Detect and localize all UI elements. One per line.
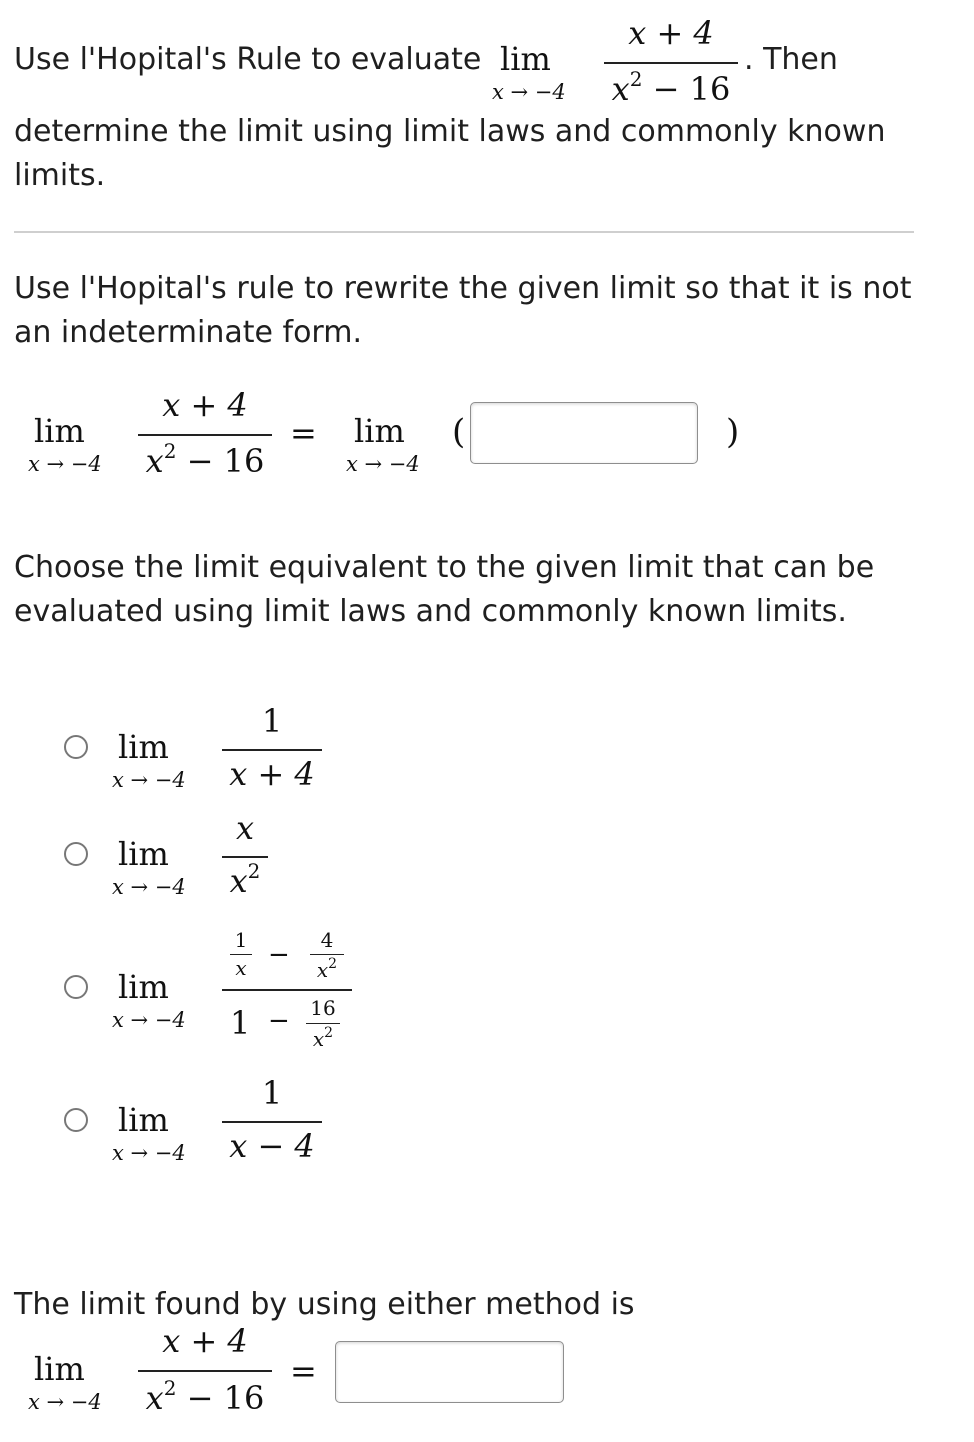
lim-subscript: x → −4 — [28, 1390, 102, 1414]
lim-subscript: x → −4 — [112, 768, 186, 792]
option-1-radio[interactable] — [64, 735, 88, 759]
fraction-denominator: $x^2$ — [229, 859, 261, 900]
lim-label: lim — [354, 412, 405, 450]
fraction-numerator: x — [235, 809, 255, 847]
lim-label: lim — [34, 412, 85, 450]
left-paren: ( — [452, 412, 466, 452]
lim-label: lim — [34, 1350, 85, 1388]
lim-subscript: x → −4 — [346, 452, 420, 476]
fraction-bar — [138, 434, 272, 436]
fraction-bar — [222, 749, 322, 751]
fraction-numerator: x + 4 — [628, 14, 714, 52]
inner-numerator: 16 — [310, 996, 336, 1020]
fraction-numerator: x + 4 — [162, 386, 248, 424]
fraction-denominator: $x^2 - 16$ — [145, 439, 265, 480]
fraction-numerator: 1 — [261, 702, 283, 740]
part1-instruction-line2: an indeterminate form. — [14, 315, 363, 350]
minus-sign: − — [268, 1006, 290, 1036]
lim-label: lim — [118, 835, 169, 873]
equals-sign: = — [290, 1352, 317, 1390]
fraction-bar — [222, 1121, 322, 1123]
problem-intro-then: . Then — [744, 42, 838, 77]
section-divider — [14, 231, 914, 233]
part2-instruction-line2: evaluated using limit laws and commonly known limits. — [14, 594, 847, 629]
inner-denominator: $x^2$ — [316, 956, 338, 982]
lim-subscript: x → −4 — [492, 80, 566, 104]
inner-denominator: x — [235, 956, 247, 980]
inner-numerator: 4 — [320, 928, 334, 952]
fraction-bar — [222, 989, 352, 991]
right-paren: ) — [726, 412, 740, 452]
inner-numerator: 1 — [234, 928, 248, 952]
minus-sign: − — [268, 940, 290, 970]
option-3-radio[interactable] — [64, 975, 88, 999]
equals-sign: = — [290, 414, 317, 452]
lim-label: lim — [118, 968, 169, 1006]
lim-label: lim — [118, 728, 169, 766]
fraction-denominator: x − 4 — [229, 1127, 315, 1165]
fraction-denominator: $x^2 - 16$ — [611, 67, 731, 108]
fraction-numerator: 1 — [261, 1074, 283, 1112]
part3-instruction: The limit found by using either method is — [14, 1287, 635, 1322]
part1-instruction-line1: Use l'Hopital's rule to rewrite the given limit so that it is not — [14, 271, 912, 306]
part2-instruction-line1: Choose the limit equivalent to the given limit that can be — [14, 550, 875, 585]
fraction-denominator: $x^2 - 16$ — [145, 1376, 265, 1417]
lim-subscript: x → −4 — [28, 452, 102, 476]
lim-subscript: x → −4 — [112, 1008, 186, 1032]
fraction-bar — [222, 856, 268, 858]
lim-subscript: x → −4 — [112, 1141, 186, 1165]
lim-label: lim — [118, 1101, 169, 1139]
option-2-radio[interactable] — [64, 842, 88, 866]
fraction-numerator: x + 4 — [162, 1322, 248, 1360]
whole-number: 1 — [230, 1004, 251, 1042]
problem-intro-prefix: Use l'Hopital's Rule to evaluate — [14, 42, 482, 77]
fraction-denominator: x + 4 — [229, 755, 315, 793]
final-limit-answer-input[interactable] — [335, 1341, 564, 1403]
fraction-bar — [138, 1370, 272, 1372]
lim-subscript: x → −4 — [112, 875, 186, 899]
fraction-bar — [604, 62, 738, 64]
problem-intro-line3: limits. — [14, 158, 106, 193]
inner-denominator: $x^2$ — [312, 1025, 334, 1051]
derivative-answer-input[interactable] — [470, 402, 698, 464]
lim-label: lim — [500, 40, 551, 78]
problem-intro-line2: determine the limit using limit laws and commonly known — [14, 114, 886, 149]
option-4-radio[interactable] — [64, 1108, 88, 1132]
